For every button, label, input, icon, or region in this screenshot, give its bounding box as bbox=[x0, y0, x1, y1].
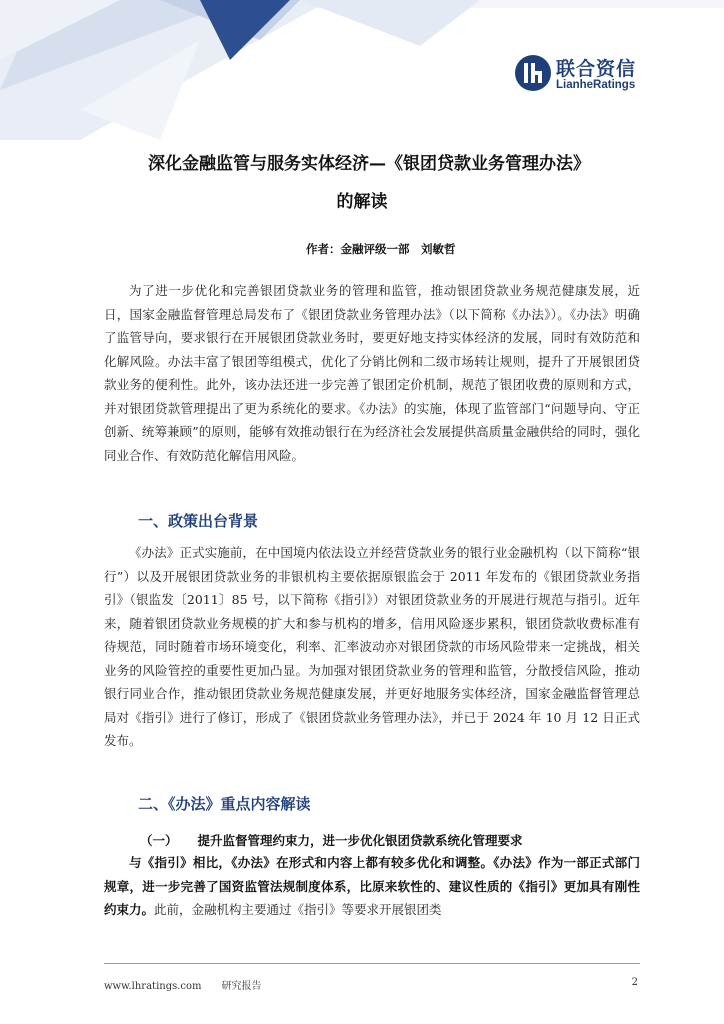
subsection1-number: （一） bbox=[140, 833, 178, 848]
section2-paragraph bbox=[104, 851, 640, 922]
section2-paragraph-rest: 此前，金融机构主要通过《指引》等要求开展银团类 bbox=[154, 902, 442, 917]
section1-paragraph: 《办法》正式实施前，在中国境内依法设立并经营贷款业务的银行业金融机构（以下简称“银行”）以及开展银团贷款业务的非银机构主要依据原银监会于 2011 年发布的《银团贷款业务指引》（银监发〔2011〕85 号，以下简称《指引》）对银团贷款业务的开展进行规范与指引。近年来，随着银团贷款业务规模的扩大和参与机构的增多，信用风险逐步累积，银团贷款收费标准有待规范，同时随着市场环境变化，利率、汇率波动亦对银团贷款的市场风险带来一定挑战，相关业务的风险管控的重要性更加凸显。为加强对银团贷款业务的管理和监管，分散授信风险，推动银行同业合作，推动银团贷款业务规范健康发展，并更好地服务实体经济，国家金融监督管理总局对《指引》进行了修订，形成了《银团贷款业务管理办法》，并已于 2024 年 10 月 12 日正式发布。 bbox=[104, 545, 640, 748]
intro-paragraph: 为了进一步优化和完善银团贷款业务的管理和监管，推动银团贷款业务规范健康发展，近日，国家金融监督管理总局发布了《银团贷款业务管理办法》（以下简称《办法》）。《办法》明确了监管导向，要求银行在开展银团贷款业务时，要更好地支持实体经济的发展，同时有效防范和化解风险。办法丰富了银团等组模式，优化了分销比例和二级市场转让规则，提升了开展银团贷款业务的便利性。此外，该办法还进一步完善了银团定价机制，规范了银团收费的原则和方式，并对银团贷款管理提出了更为系统化的要求。《办法》的实施，体现了监管部门“问题导向、守正创新、统筹兼顾”的原则，能够有效推动银行在为经济社会发展提供高质量金融供给的同时，强化同业合作、有效防范化解信用风险。 bbox=[104, 283, 640, 463]
subsection1-heading bbox=[140, 831, 523, 849]
subsection1-title: 提升监督管理约束力，进一步优化银团贷款系统化管理要求 bbox=[197, 833, 523, 848]
lianhe-logo-icon bbox=[514, 54, 552, 92]
article-author: 作者：金融评级一部 刘敏哲 bbox=[306, 242, 456, 256]
section2-paragraph-bold: 与《指引》相比，《办法》在形式和内容上都有较多优化和调整。《办法》作为一部正式部门规章，进一步完善了国资监管法规制度体系，比原来软性的、建议性质的《指引》更加具有刚性约束力。 bbox=[104, 855, 640, 917]
company-logo bbox=[514, 52, 654, 96]
section1-heading: 一、政策出台背景 bbox=[138, 512, 259, 530]
footer-divider bbox=[104, 963, 640, 964]
logo-name-cn: 联合资信 bbox=[556, 58, 637, 80]
page-number: 2 bbox=[631, 977, 638, 988]
article-title-line1: 深化金融监管与服务实体经济—《银团贷款业务管理办法》 bbox=[148, 154, 590, 174]
section2-heading: 二、《办法》重点内容解读 bbox=[138, 795, 311, 813]
logo-name-en: LianheRatings bbox=[556, 79, 636, 91]
footer-site: www.lhratings.com 研究报告 bbox=[104, 981, 262, 992]
article-title-line2: 的解读 bbox=[336, 192, 388, 212]
